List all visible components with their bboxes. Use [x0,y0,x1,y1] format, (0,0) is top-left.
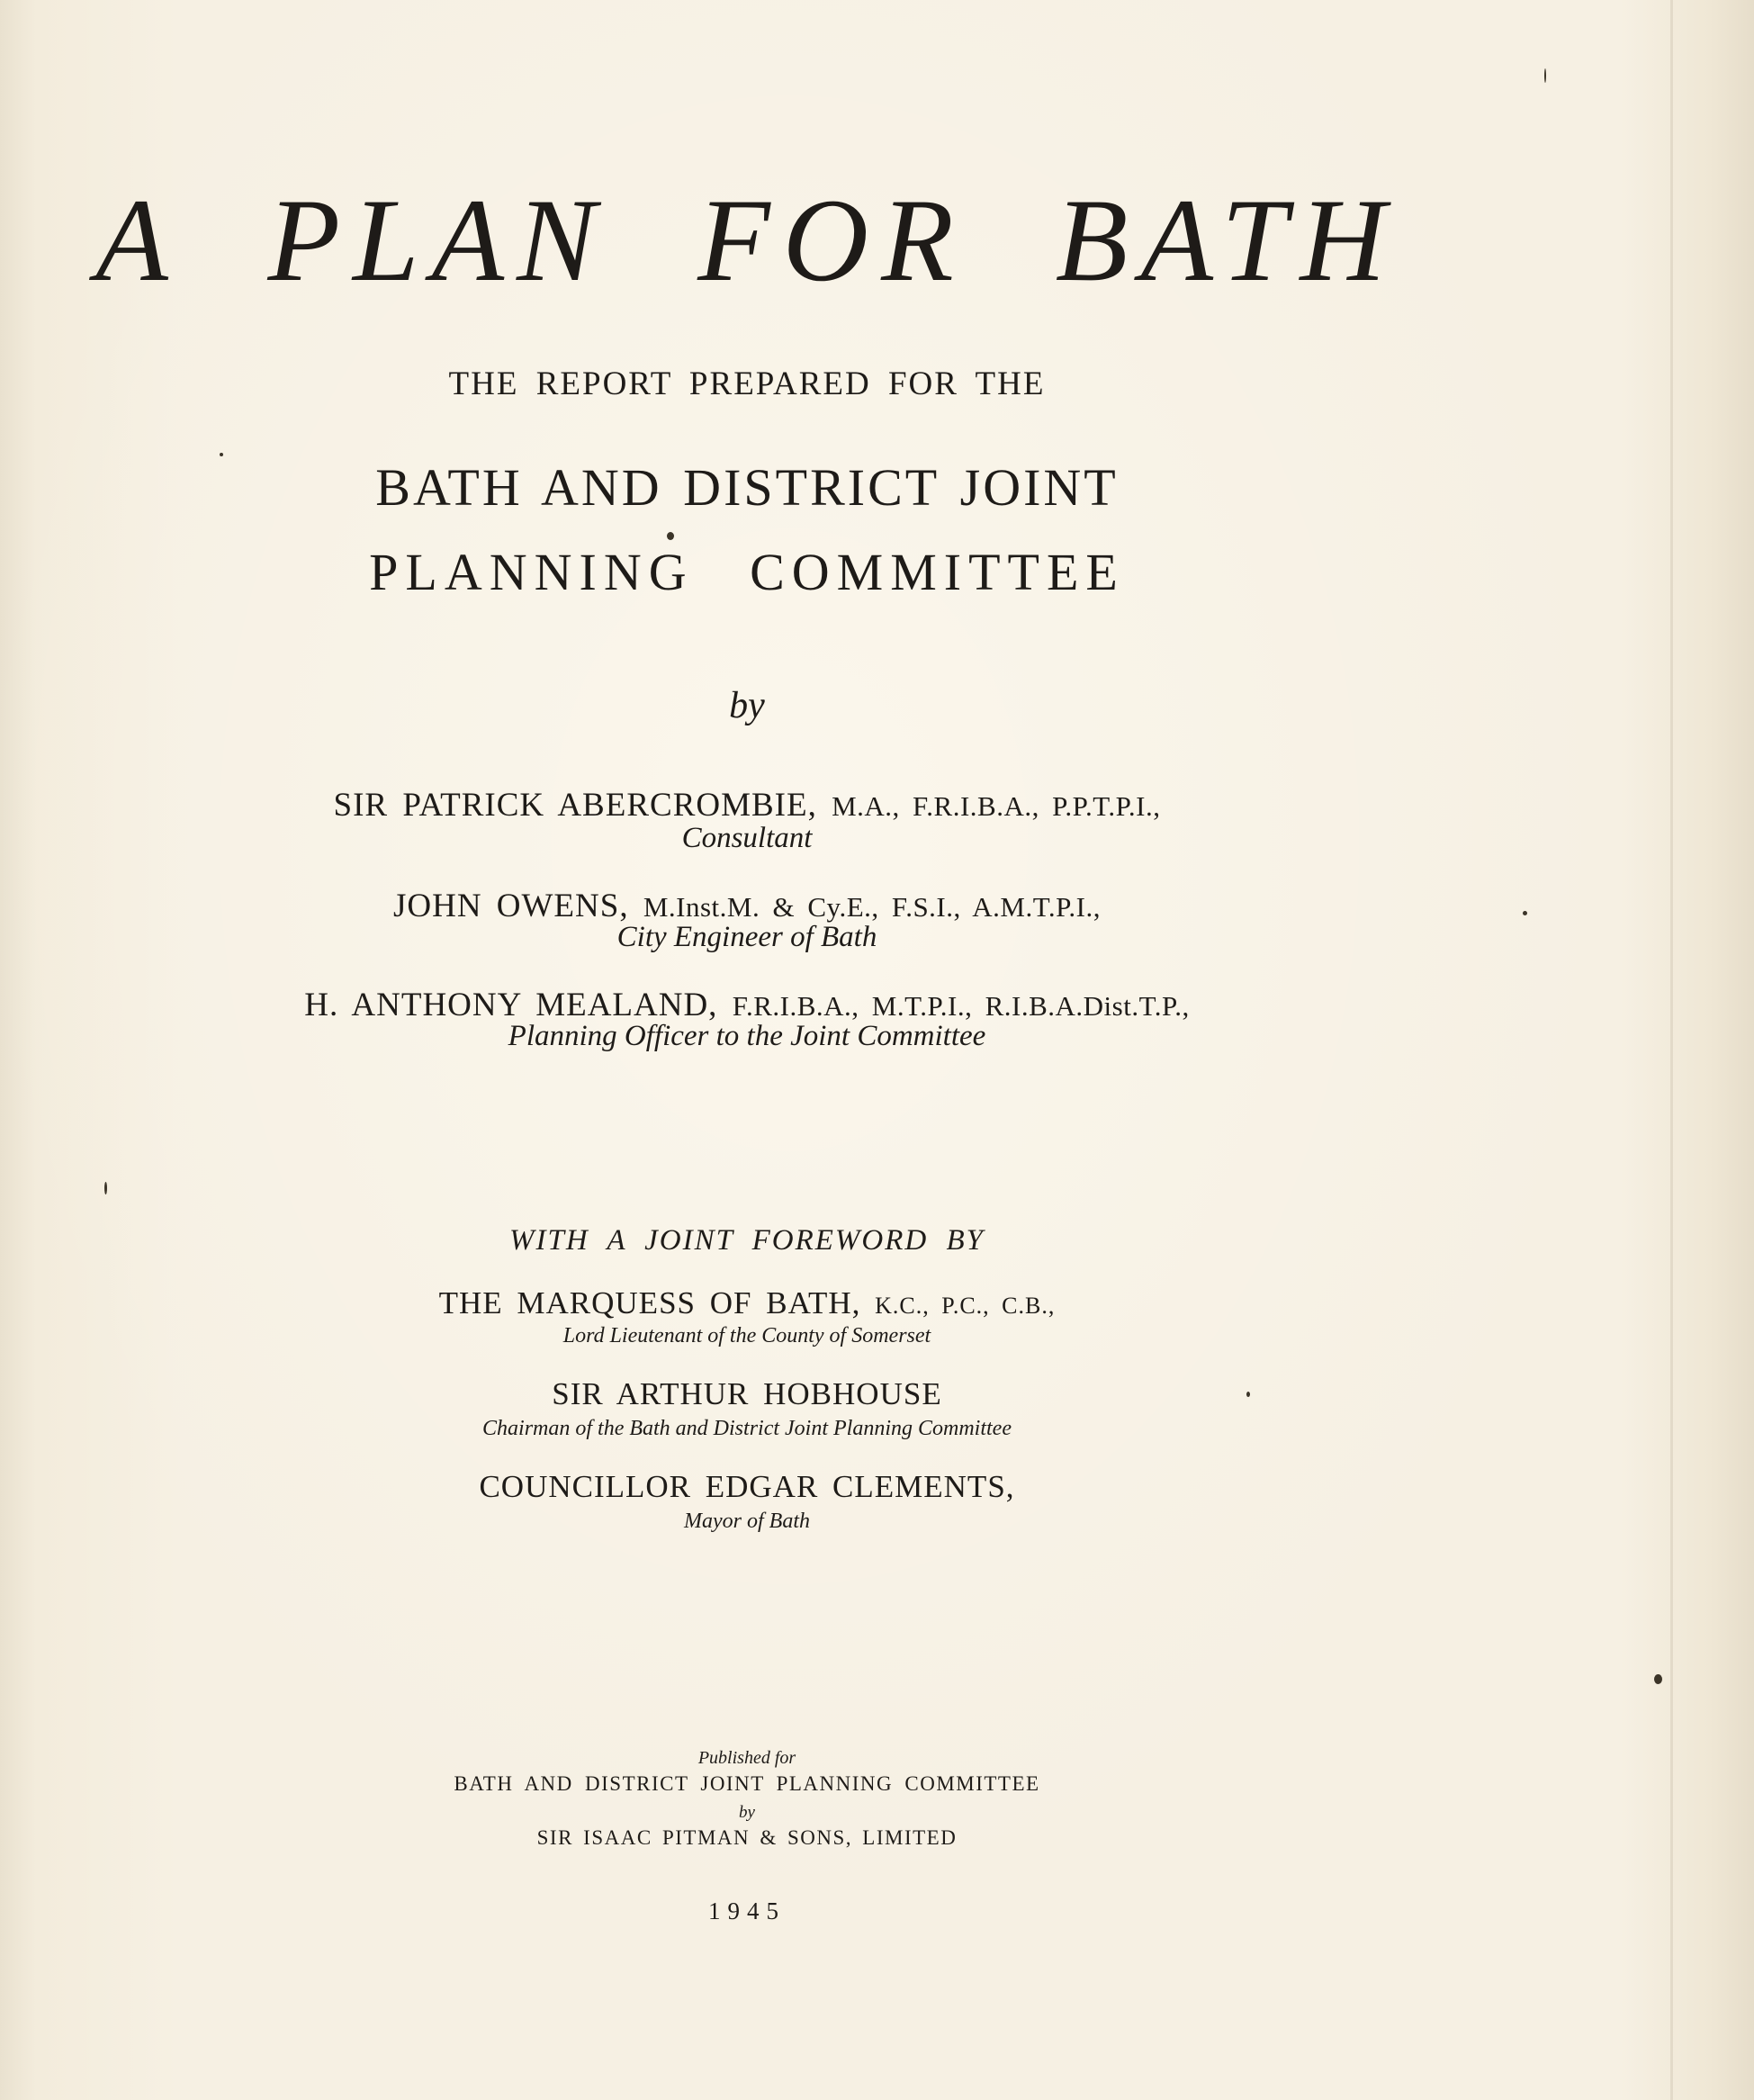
page-gutter-shadow [1670,0,1673,2100]
committee-name-line-1: BATH AND DISTRICT JOINT [375,458,1119,517]
author-degrees: M.Inst.M. & Cy.E., F.S.I., A.M.T.P.I., [643,891,1102,923]
publication-year: 1945 [708,1897,786,1924]
book-title: A PLAN FOR BATH [95,174,1399,306]
paper-speck [1654,1674,1662,1684]
author-role: Consultant [681,822,813,854]
author-role: City Engineer of Bath [616,921,877,953]
foreword-author-name [0,1469,1494,1505]
foreword-author-role: Mayor of Bath [684,1510,810,1533]
paper-speck [1523,911,1527,915]
publication-by-label: by [739,1803,755,1822]
publication-committee: BATH AND DISTRICT JOINT PLANNING COMMITTEE [454,1772,1040,1795]
foreword-author-degrees: K.C., P.C., C.B., [875,1293,1056,1319]
paper-speck [1246,1392,1250,1397]
author-name [0,887,1494,925]
author-name-text: H. ANTHONY MEALAND, [304,987,718,1023]
foreword-author-name-text: THE MARQUESS OF BATH, [438,1285,861,1320]
foreword-author-role: Lord Lieutenant of the County of Somerset [562,1324,931,1347]
foreword-author-role: Chairman of the Bath and District Joint Planning Committee [482,1417,1012,1440]
foreword-author-name-text: SIR ARTHUR HOBHOUSE [552,1376,942,1411]
published-for-label: Published for [697,1748,796,1768]
author-degrees: F.R.I.B.A., M.T.P.I., R.I.B.A.Dist.T.P., [732,990,1190,1022]
paper-speck [104,1182,107,1194]
author-name [0,786,1494,825]
report-subtitle: THE REPORT PREPARED FOR THE [448,365,1046,402]
author-degrees: M.A., F.R.I.B.A., P.P.T.P.I., [832,790,1161,822]
committee-name-line-2: PLANNING COMMITTEE [369,543,1125,601]
foreword-author-name [0,1376,1494,1412]
paper-speck [220,453,223,456]
publisher-name: SIR ISAAC PITMAN & SONS, LIMITED [536,1826,958,1849]
by-label: by [729,685,765,726]
author-name-text: SIR PATRICK ABERCROMBIE, [333,787,817,824]
author-role: Planning Officer to the Joint Committee [508,1020,986,1052]
paper-speck [1544,68,1546,83]
foreword-author-name [0,1285,1494,1321]
paper-speck [667,532,674,540]
foreword-author-name-text: COUNCILLOR EDGAR CLEMENTS, [479,1469,1015,1504]
foreword-label: WITH A JOINT FOREWORD BY [509,1224,985,1257]
author-name [0,986,1494,1024]
author-name-text: JOHN OWENS, [392,888,629,924]
